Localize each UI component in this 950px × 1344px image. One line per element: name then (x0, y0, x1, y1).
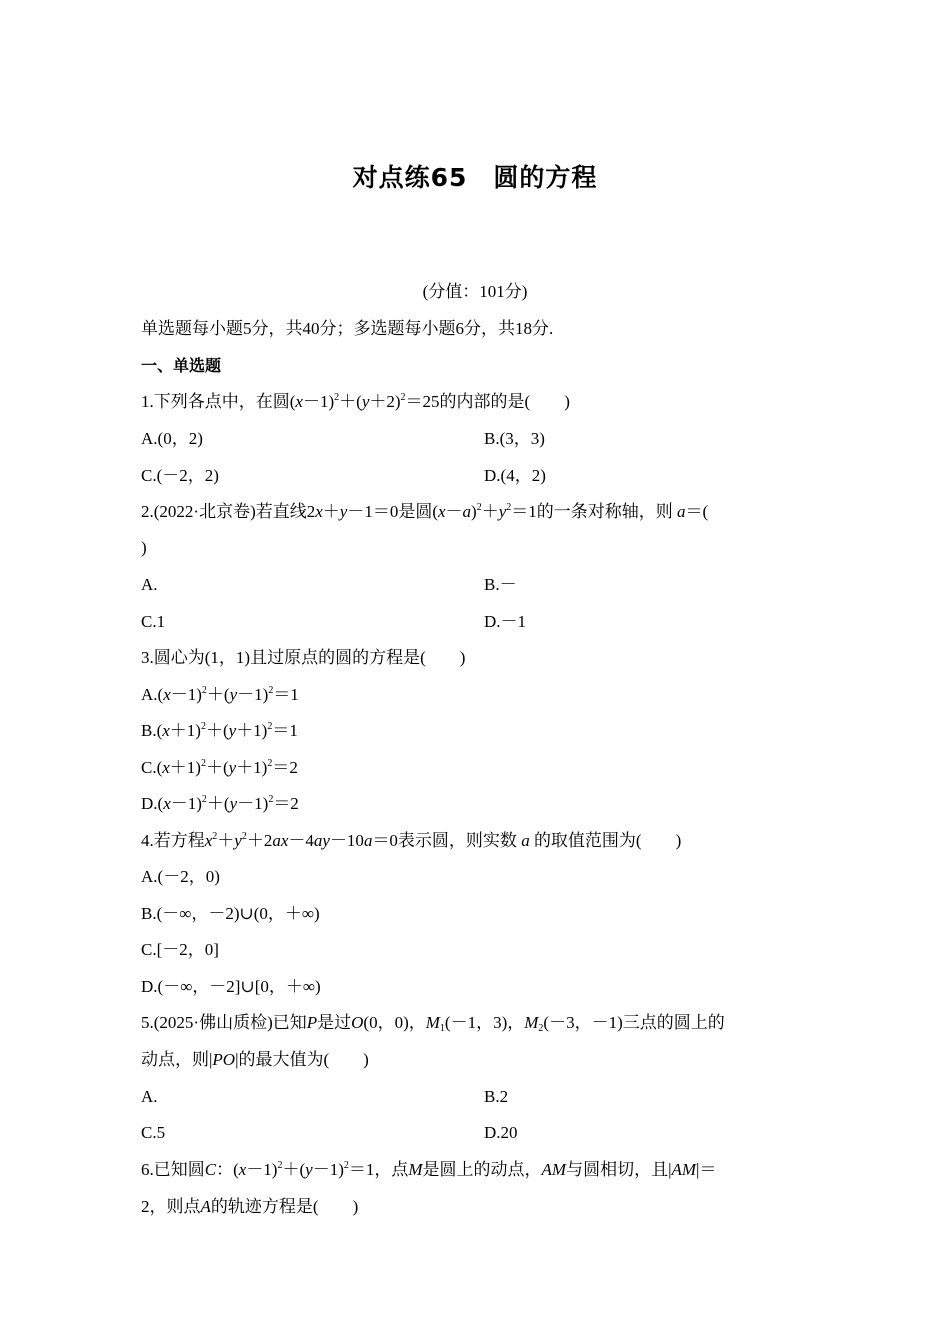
question-4-option-a[interactable]: A.(－2，0) (141, 867, 220, 886)
question-4-stem: 4.若方程$x^2+y^2+2ax-4ay-10a=0$表示圆，则实数 a 的取值范围为( ) (141, 831, 682, 850)
question-1-stem: 1.下列各点中，在圆$(x-1)^2+(y+2)^2=25$的内部的是( ) (141, 392, 570, 411)
question-2-option-c[interactable]: C.1 (141, 612, 166, 631)
question-6-stem: 6.已知圆C：$(x-1)^2+(y-1)^2=1$，点M是圆上的动点，AM与圆相切，且|AM|＝ (141, 1160, 717, 1179)
question-2-option-b[interactable]: B.－ (484, 575, 517, 594)
question-3-option-a[interactable]: $A.(x-1)^2+(y-1)^2=1$ (141, 685, 299, 704)
question-1-option-b[interactable]: B.(3，3) (484, 429, 545, 448)
question-1-option-c[interactable]: C.(－2，2) (141, 466, 219, 485)
question-2-option-a[interactable]: A. (141, 575, 158, 594)
question-2-stem: 2.(2022·北京卷)若直线2x＋y－1＝0是圆$(x-a)^2+y^2=1$的一条对称轴，则 a＝( (141, 502, 709, 521)
question-2-stem-cont: ) (141, 538, 147, 557)
question-3-option-c[interactable]: $C.(x+1)^2+(y+1)^2=2$ (141, 758, 298, 777)
question-5-stem-cont: 动点，则|PO|的最大值为( ) (141, 1050, 369, 1069)
question-1-option-d[interactable]: D.(4，2) (484, 466, 546, 485)
section-heading: 一、单选题 (141, 356, 222, 375)
question-1-option-a[interactable]: A.(0，2) (141, 429, 203, 448)
instructions: 单选题每小题5分，共40分；多选题每小题6分，共18分. (141, 319, 554, 338)
question-4-option-b[interactable]: B.(－∞，－2)∪(0，＋∞) (141, 904, 320, 923)
score-line: (分值：101分) (422, 282, 528, 301)
question-5-option-b[interactable]: B.2 (484, 1087, 509, 1106)
question-3-option-b[interactable]: $B.(x+1)^2+(y+1)^2=1$ (141, 721, 298, 740)
question-5-option-d[interactable]: D.20 (484, 1123, 518, 1142)
question-3-option-d[interactable]: $D.(x-1)^2+(y-1)^2=2$ (141, 794, 299, 813)
page-title: 对点练65 圆的方程 (352, 163, 598, 192)
question-5-option-a[interactable]: A. (141, 1087, 158, 1106)
question-5-option-c[interactable]: C.5 (141, 1123, 166, 1142)
question-4-option-c[interactable]: C.[－2，0] (141, 940, 219, 959)
question-6-stem-cont: 2，则点A的轨迹方程是( ) (141, 1197, 359, 1216)
question-4-option-d[interactable]: D.(－∞，－2]∪[0，＋∞) (141, 977, 321, 996)
question-2-option-d[interactable]: D.－1 (484, 612, 527, 631)
question-5-stem: 5.(2025·佛山质检)已知P是过O(0，0)，$M_1(-1$，3)，$M_2(-3$，－1)三点的圆上的 (141, 1013, 725, 1034)
question-3-stem: 3.圆心为(1，1)且过原点的圆的方程是( ) (141, 648, 466, 667)
